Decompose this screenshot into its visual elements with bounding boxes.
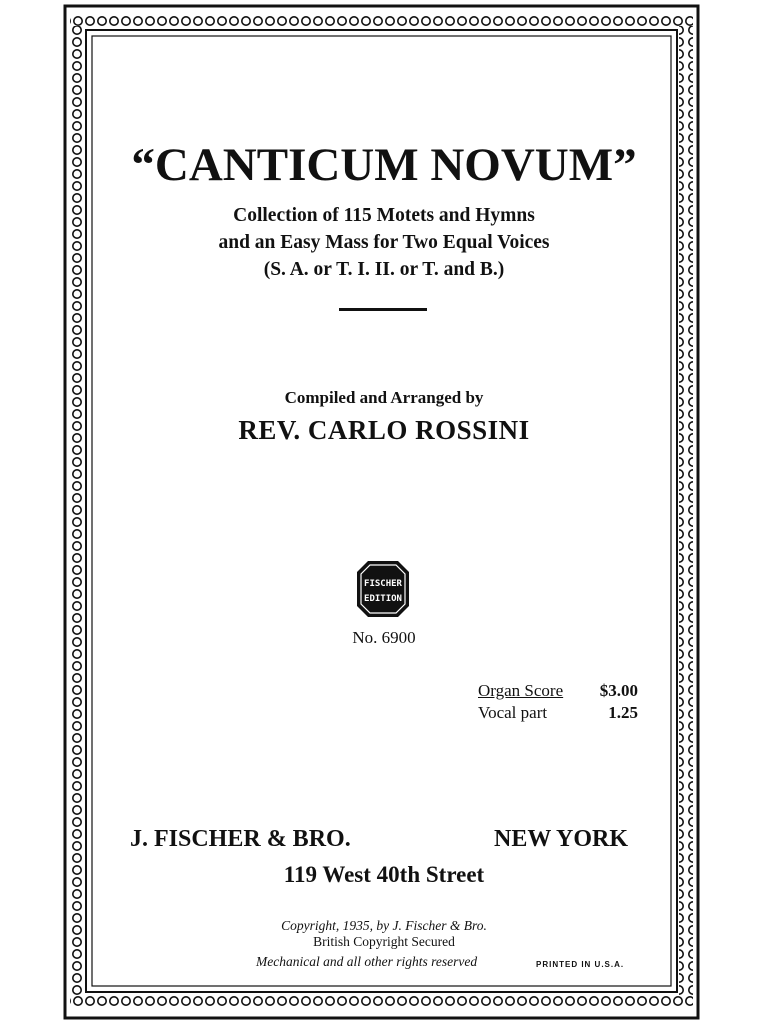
publisher-city: NEW YORK — [493, 826, 628, 852]
author-name: REV. CARLO ROSSINI — [238, 415, 530, 445]
subtitle-line-2: and an Easy Mass for Two Equal Voices — [218, 232, 550, 253]
seal-line-2: EDITION — [364, 594, 402, 604]
publisher-name: J. FISCHER & BRO. — [130, 826, 351, 852]
price-label: Vocal part — [478, 703, 548, 722]
credit-label: Compiled and Arranged by — [284, 388, 484, 407]
copyright-line-3: Mechanical and all other rights reserved — [256, 954, 478, 969]
publisher-address: 119 West 40th Street — [283, 862, 485, 887]
price-value: $3.00 — [599, 681, 638, 700]
copyright-line-1: Copyright, 1935, by J. Fischer & Bro. — [281, 918, 487, 933]
fischer-edition-seal-icon — [356, 560, 410, 618]
price-row — [478, 703, 638, 725]
price-row — [478, 681, 638, 703]
copyright-line-2: British Copyright Secured — [313, 934, 455, 949]
price-value: 1.25 — [608, 703, 638, 722]
price-list — [478, 681, 638, 725]
subtitle-line-1: Collection of 115 Motets and Hymns — [233, 205, 535, 226]
price-label: Organ Score — [478, 681, 564, 700]
seal-line-1: FISCHER — [364, 579, 402, 589]
subtitle-line-3: (S. A. or T. I. II. or T. and B.) — [263, 259, 505, 280]
divider-rule — [339, 308, 427, 311]
catalog-number: No. 6900 — [352, 628, 416, 647]
printed-in-notice: PRINTED IN U.S.A. — [536, 960, 625, 969]
page-title: “CANTICUM NOVUM” — [131, 139, 637, 191]
